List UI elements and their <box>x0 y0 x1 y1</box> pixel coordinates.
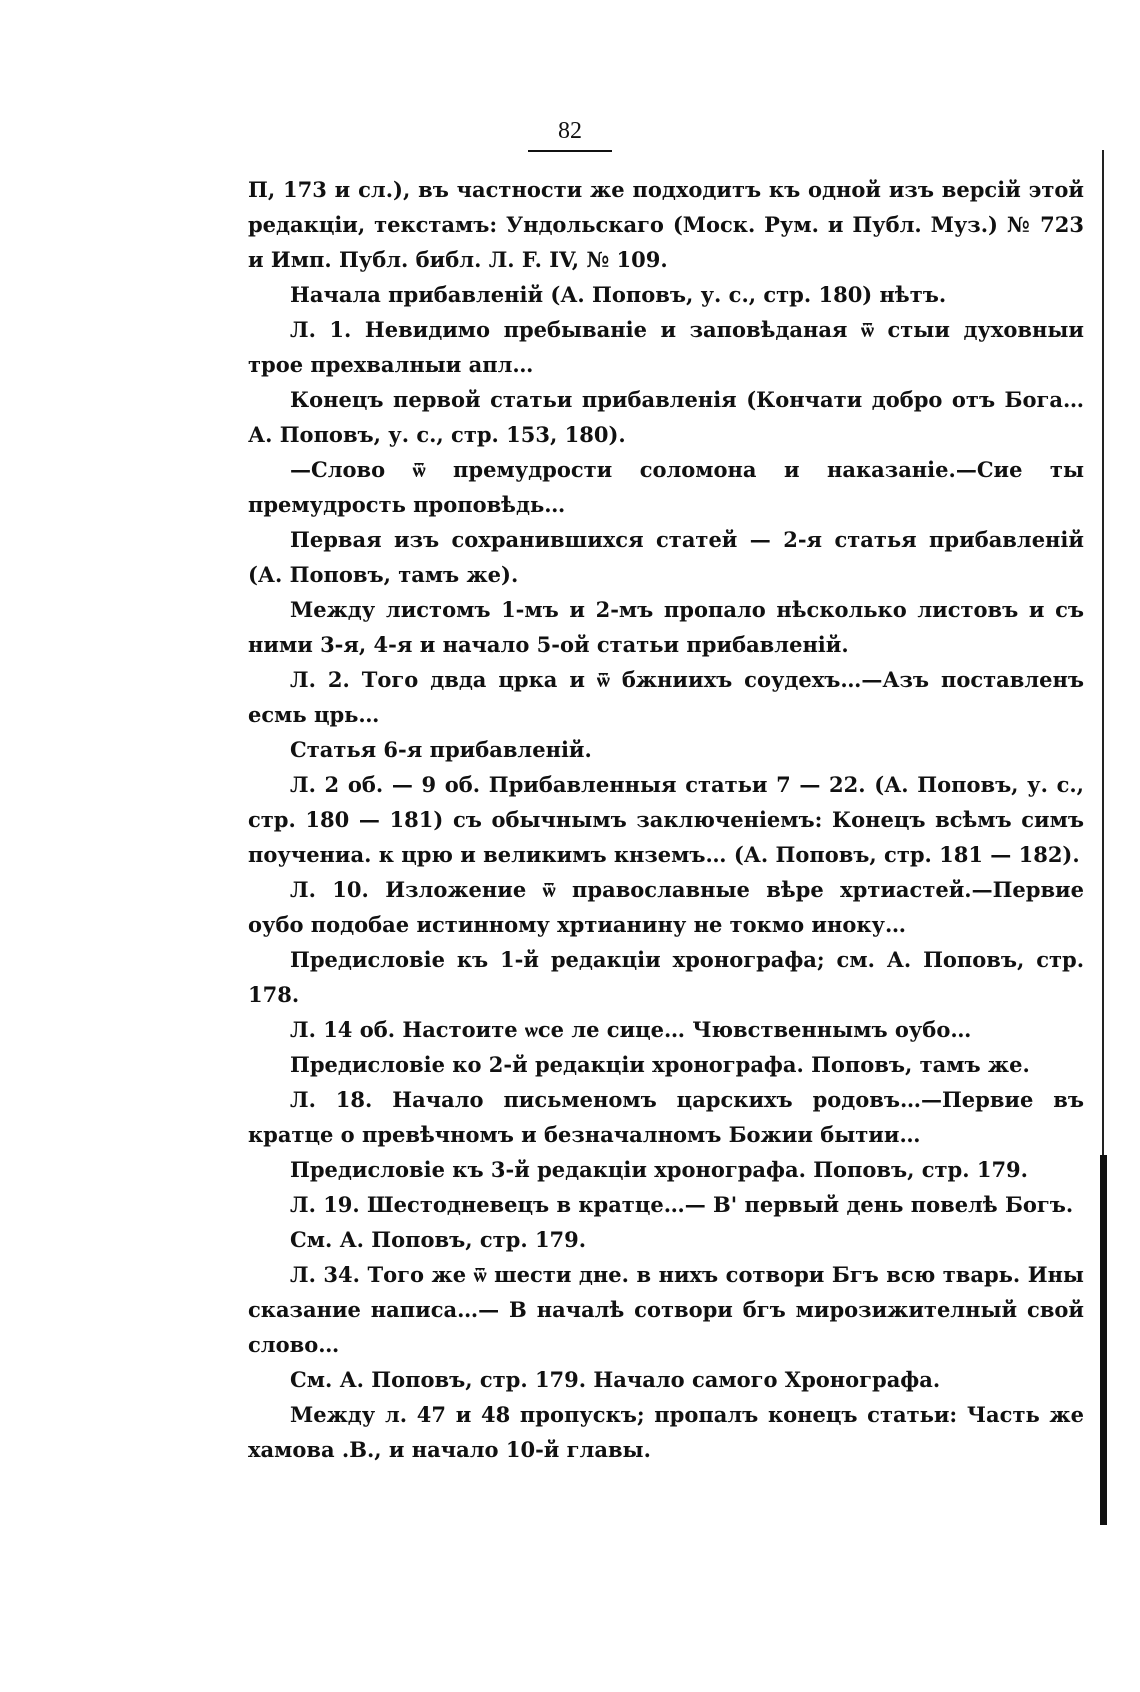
body-text <box>248 172 1084 1467</box>
paragraph: Л. 34. Того же ѿ шести дне. в нихъ сотвори Бгъ всю тварь. Ины сказание написа…— В началѣ сотвори бгъ мирозижителный свой слово… <box>248 1262 1084 1357</box>
paragraph: П, 173 и сл.), въ частности же подходитъ къ одной изъ версій этой редакціи, текстамъ: Ундольскаго (Моск. Рум. и Публ. Муз.) № 723 и Имп. Публ. библ. Л. F. IV, № 109. <box>248 177 1084 272</box>
paragraph: Предисловіе къ 1-й редакціи хронографа; см. А. Поповъ, стр. 178. <box>248 947 1084 1007</box>
paragraph: Л. 2. Того двда црка и ѿ бжниихъ соудехъ…—Азъ поставленъ есмь црь… <box>248 667 1084 727</box>
paragraph: Статья 6-я прибавленій. <box>290 737 592 762</box>
paragraph: Предисловіе ко 2-й редакціи хронографа. Поповъ, тамъ же. <box>290 1052 1030 1077</box>
paragraph: См. А. Поповъ, стр. 179. <box>290 1227 587 1252</box>
paragraph: Л. 18. Начало письменомъ царскихъ родовъ…—Первие въ кратце о превѣчномъ и безначалномъ Божии бытии… <box>248 1087 1084 1147</box>
paragraph: Л. 10. Изложение ѿ православные вѣре хртиастей.—Первие оубо подобае истинному хртианину не токмо иноку… <box>248 877 1084 937</box>
paragraph: См. А. Поповъ, стр. 179. Начало самого Хронографа. <box>290 1367 941 1392</box>
scan-margin-bar <box>1100 1155 1107 1525</box>
paragraph: Между листомъ 1-мъ и 2-мъ пропало нѣсколько листовъ и съ ними 3-я, 4-я и начало 5-ой статьи прибавленій. <box>248 597 1084 657</box>
paragraph: Между л. 47 и 48 пропускъ; пропалъ конецъ статьи: Часть же хамова .В., и начало 10-й главы. <box>248 1402 1084 1462</box>
page-number-rule <box>528 150 612 152</box>
paragraph: Конецъ первой статьи прибавленія (Кончати добро отъ Бога… А. Поповъ, у. с., стр. 153, 180). <box>248 387 1084 447</box>
paragraph: Л. 14 об. Настоите ѡсе ле сице… Чювственнымъ оубо… <box>290 1017 972 1042</box>
paragraph: Первая изъ сохранившихся статей — 2-я статья прибавленій (А. Поповъ, тамъ же). <box>248 527 1084 587</box>
paragraph: Начала прибавленій (А. Поповъ, у. с., стр. 180) нѣтъ. <box>290 282 947 307</box>
page-number <box>0 118 1140 152</box>
scan-margin-line <box>1102 150 1104 1155</box>
paragraph: Л. 1. Невидимо пребываніе и заповѣданая ѿ стыи духовныи трое прехвалныи апл… <box>248 317 1084 377</box>
paragraph: Л. 2 об. — 9 об. Прибавленныя статьи 7 — 22. (А. Поповъ, у. с., стр. 180 — 181) съ обычнымъ заключеніемъ: Конецъ всѣмъ симъ поучениа. к црю и великимъ кнземъ… (А. Поповъ, стр. 181 — 182). <box>248 772 1084 867</box>
paragraph: Л. 19. Шестодневецъ в кратце…— В' первый день повелѣ Богъ. <box>290 1192 1074 1217</box>
paragraph: —Слово ѿ премудрости соломона и наказаніе.—Сие ты премудрость проповѣдь… <box>248 457 1084 517</box>
page-number-text: 82 <box>558 118 582 144</box>
paragraph: Предисловіе къ 3-й редакціи хронографа. Поповъ, стр. 179. <box>290 1157 1028 1182</box>
